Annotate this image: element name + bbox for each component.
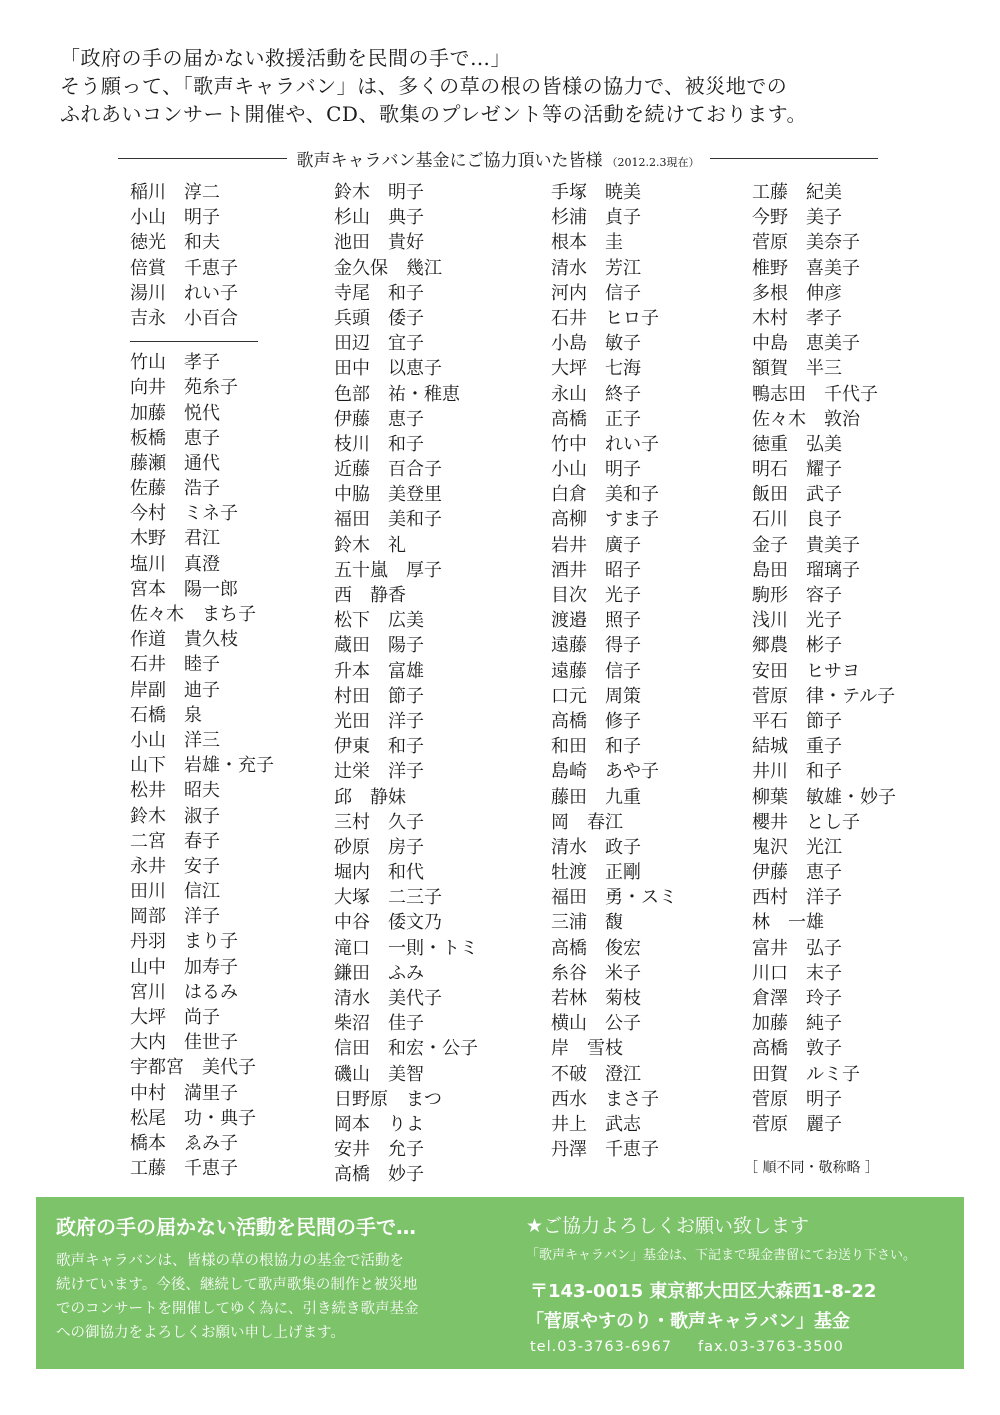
donor-name: 河内 信子 [551, 282, 641, 304]
donor-name: 池田 貴好 [334, 232, 424, 254]
donor-name: 柳葉 敏雄・妙子 [752, 786, 896, 808]
donor-name: 大坪 七海 [551, 358, 641, 380]
donor-name: 杉浦 貞子 [551, 207, 641, 229]
donor-name: 富井 弘子 [752, 937, 842, 959]
donor-name: 岸 雪枝 [551, 1038, 623, 1060]
donor-name: 和田 和子 [551, 736, 641, 758]
donor-name: 伊藤 恵子 [334, 408, 424, 430]
donor-name: 宮本 陽一郎 [130, 578, 238, 600]
donor-name: 加藤 悦代 [130, 402, 220, 424]
donor-name: 根本 圭 [551, 232, 623, 254]
footer-body-line: でのコンサートを開催してゆく為に、引き続き歌声基金 [56, 1301, 419, 1317]
donor-name: 小山 明子 [551, 459, 641, 481]
donor-name: 磯山 美智 [334, 1063, 424, 1085]
donor-name: 三浦 馥 [551, 912, 623, 934]
donor-name: 堀内 和代 [334, 862, 424, 884]
donor-name: 永井 安子 [130, 855, 220, 877]
donor-name: 辻栄 洋子 [334, 761, 424, 783]
donor-name: 倍賞 千恵子 [130, 257, 238, 279]
donor-name: 今村 ミネ子 [130, 503, 238, 525]
donor-name: 遠藤 得子 [551, 635, 641, 657]
donor-name: 清水 美代子 [334, 988, 442, 1009]
donor-name: 金子 貴美子 [752, 534, 860, 556]
name-column-3 [551, 180, 677, 1162]
donor-name: 石井 ヒロ子 [551, 307, 659, 329]
contact-line [530, 1339, 844, 1355]
donor-name: 岸副 迪子 [130, 679, 220, 701]
tel-number: tel.03-3763-6967 [530, 1339, 672, 1355]
donor-name: 工藤 千恵子 [130, 1158, 238, 1180]
donor-name: 西村 洋子 [752, 887, 842, 909]
name-column-1 [130, 180, 274, 1181]
donor-name: 飯田 武子 [752, 484, 842, 506]
donor-name: 藤田 九重 [551, 786, 641, 808]
intro-line: ふれあいコンサート開催や、CD、歌集のプレゼント等の活動を続けております。 [60, 102, 808, 126]
donor-name: 櫻井 とし子 [752, 811, 860, 833]
donor-name: 若林 菊枝 [551, 988, 641, 1009]
donor-name: 安井 允子 [334, 1139, 424, 1161]
donor-name: 湯川 れい子 [130, 282, 238, 304]
donor-name: 井上 武志 [551, 1113, 641, 1135]
donor-name: 不破 澄江 [551, 1063, 641, 1085]
donor-name: 大坪 尚子 [130, 1007, 220, 1028]
donor-name: 手塚 暁美 [551, 182, 641, 203]
donor-name: 藤瀬 通代 [130, 452, 220, 474]
donor-name: 駒形 容子 [752, 585, 842, 606]
footer-left-body [56, 1249, 516, 1345]
donor-name: 目次 光子 [551, 585, 641, 606]
donor-name: 鎌田 ふみ [334, 962, 424, 984]
donor-name: 平石 節子 [752, 710, 842, 732]
donor-name: 邱 静妹 [334, 786, 406, 808]
donor-name: 牡渡 正剛 [551, 862, 641, 884]
donor-name: 升本 富雄 [334, 660, 424, 682]
donor-name: 丹澤 千恵子 [551, 1139, 659, 1161]
donor-name: 日野原 まつ [334, 1088, 442, 1110]
donor-name: 菅原 律・テル子 [752, 685, 896, 707]
footer-right-heading: ★ご協力よろしくお願い致します [526, 1215, 810, 1237]
donor-name: 田中 以恵子 [334, 358, 442, 380]
intro-line: 「政府の手の届かない救援活動を民間の手で…」 [60, 46, 511, 70]
donor-name: 鈴木 明子 [334, 182, 424, 203]
donor-name: 吉永 小百合 [130, 307, 238, 329]
donor-name: 木野 君江 [130, 528, 220, 550]
donor-name: 倉澤 玲子 [752, 988, 842, 1009]
donor-name: 西 静香 [334, 585, 406, 606]
donor-name: 田川 信江 [130, 881, 220, 903]
donor-name: 鈴木 礼 [334, 534, 406, 556]
donor-name: 中島 恵美子 [752, 333, 860, 355]
donor-name: 多根 伸彦 [752, 282, 842, 304]
section-header [118, 146, 878, 170]
donor-name: 鈴木 淑子 [130, 805, 220, 827]
donor-name: 色部 祐・稚恵 [334, 383, 460, 405]
section-title [287, 146, 710, 171]
donor-name: 光田 洋子 [334, 710, 424, 732]
donor-name: 結城 重子 [752, 736, 842, 758]
footer-panel [36, 1197, 964, 1369]
donor-name: 今野 美子 [752, 207, 842, 229]
donor-name: 中谷 倭文乃 [334, 912, 442, 934]
donor-name: 杉山 典子 [334, 207, 424, 229]
name-column-4 [752, 180, 896, 1137]
donor-name: 加藤 純子 [752, 1013, 842, 1035]
intro-text [60, 44, 940, 128]
donor-name: 寺尾 和子 [334, 282, 424, 304]
donor-name: 高橋 修子 [551, 710, 641, 732]
donor-name: 鴨志田 千代子 [752, 383, 878, 405]
intro-line: そう願って、「歌声キャラバン」は、多くの草の根の皆様の協力で、被災地での [60, 74, 788, 98]
donor-name: 作道 貴久枝 [130, 629, 238, 651]
donor-name: 明石 耀子 [752, 459, 842, 481]
donor-name: 橋本 ゑみ子 [130, 1132, 238, 1154]
donor-name: 安田 ヒサヨ [752, 660, 860, 682]
donor-name: 柴沼 佳子 [334, 1013, 424, 1035]
donor-name: 福田 勇・スミ [551, 887, 677, 909]
donor-name: 五十嵐 厚子 [334, 559, 442, 581]
donor-name: 砂原 房子 [334, 836, 424, 858]
donor-name: 工藤 紀美 [752, 182, 842, 203]
donor-name: 鬼沢 光江 [752, 836, 842, 858]
donor-name: 竹中 れい子 [551, 433, 659, 455]
donor-name: 高橋 敦子 [752, 1038, 842, 1060]
donor-name: 菅原 麗子 [752, 1113, 842, 1135]
donor-name: 村田 節子 [334, 685, 424, 707]
donor-name: 郷農 彬子 [752, 635, 842, 657]
donor-name: 白倉 美和子 [551, 484, 659, 506]
donor-name: 山下 岩雄・充子 [130, 755, 274, 777]
donor-name: 井川 和子 [752, 761, 842, 783]
name-group-top [130, 180, 274, 331]
donor-name: 大塚 二三子 [334, 887, 442, 909]
name-column-2 [334, 180, 478, 1188]
donor-name: 佐々木 敦治 [752, 408, 860, 430]
donor-name: 岡部 洋子 [130, 906, 220, 928]
donor-name: 遠藤 信子 [551, 660, 641, 682]
donor-name: 岡本 りよ [334, 1113, 424, 1135]
donor-name: 浅川 光子 [752, 610, 842, 632]
column-divider [130, 341, 258, 342]
donor-name: 石橋 泉 [130, 704, 202, 726]
donor-name: 徳重 弘美 [752, 433, 842, 455]
donor-name: 糸谷 米子 [551, 962, 641, 984]
donor-name: 竹山 孝子 [130, 352, 220, 374]
donor-name: 近藤 百合子 [334, 459, 442, 481]
donor-name: 松井 昭夫 [130, 780, 220, 802]
donor-name: 小島 敏子 [551, 333, 641, 355]
donor-name: 高橋 妙子 [334, 1164, 424, 1186]
donor-name: 伊藤 恵子 [752, 862, 842, 884]
donor-name: 二宮 春子 [130, 830, 220, 852]
order-note: ［ 順不同・敬称略 ］ [744, 1160, 879, 1176]
footer-left-heading: 政府の手の届かない活動を民間の手で… [56, 1215, 416, 1239]
donor-name: 枝川 和子 [334, 433, 424, 455]
donor-name: 椎野 喜美子 [752, 257, 860, 279]
donor-name: 宮川 はるみ [130, 981, 238, 1003]
donor-name: 高橋 正子 [551, 408, 641, 430]
donor-name: 田辺 宜子 [334, 333, 424, 355]
section-date: （2012.2.3現在） [606, 155, 700, 169]
donor-name: 清水 芳江 [551, 257, 641, 279]
donor-name: 中村 満里子 [130, 1082, 238, 1104]
donor-name: 高柳 すま子 [551, 509, 659, 531]
donor-name: 松尾 功・典子 [130, 1107, 256, 1129]
donor-name: 田賀 ルミ子 [752, 1063, 860, 1085]
donor-name: 石井 睦子 [130, 654, 220, 676]
donor-name: 西水 まさ子 [551, 1088, 659, 1110]
postal-address: 〒143-0015 東京都大田区大森西1-8-22 [530, 1281, 877, 1302]
name-group-bottom [130, 350, 274, 1181]
donor-name: 宇都宮 美代子 [130, 1057, 256, 1079]
donor-name: 稲川 淳二 [130, 182, 220, 203]
fund-name: 「菅原やすのり・歌声キャラバン」基金 [526, 1311, 850, 1332]
donor-name: 佐藤 浩子 [130, 478, 220, 500]
donor-name: 小山 洋三 [130, 729, 220, 751]
donor-name: 額賀 半三 [752, 358, 842, 380]
footer-right-note: 「歌声キャラバン」基金は、下記まで現金書留にてお送り下さい。 [526, 1248, 917, 1263]
donor-name: 川口 末子 [752, 962, 842, 984]
donor-name: 向井 苑糸子 [130, 377, 238, 399]
footer-body-line: 歌声キャラバンは、皆様の草の根協力の基金で活動を [56, 1253, 404, 1269]
donor-name: 大内 佳世子 [130, 1032, 238, 1054]
donor-name: 伊東 和子 [334, 736, 424, 758]
donor-name: 山中 加寿子 [130, 956, 238, 978]
donor-name: 塩川 真澄 [130, 553, 220, 575]
donor-name: 兵頭 倭子 [334, 307, 424, 329]
donor-name: 徳光 和夫 [130, 232, 220, 254]
donor-name: 岩井 廣子 [551, 534, 641, 556]
donor-name: 丹羽 まり子 [130, 931, 238, 953]
donor-name: 木村 孝子 [752, 307, 842, 329]
donor-name: 佐々木 まち子 [130, 604, 256, 625]
donor-name: 酒井 昭子 [551, 559, 641, 581]
donor-name: 菅原 明子 [752, 1088, 842, 1110]
donor-name: 清水 政子 [551, 836, 641, 858]
footer-body-line: への御協力をよろしくお願い申し上げます。 [56, 1325, 345, 1341]
donor-name: 島崎 あや子 [551, 761, 659, 783]
donor-name: 小山 明子 [130, 207, 220, 229]
donor-name: 福田 美和子 [334, 509, 442, 531]
fax-number: fax.03-3763-3500 [697, 1339, 844, 1355]
donor-name: 島田 瑠璃子 [752, 559, 860, 581]
donor-name: 板橋 恵子 [130, 427, 220, 449]
donor-name: 中脇 美登里 [334, 484, 442, 506]
donor-name: 菅原 美奈子 [752, 232, 860, 254]
donor-name: 横山 公子 [551, 1013, 641, 1035]
donor-name: 信田 和宏・公子 [334, 1038, 478, 1060]
donor-name: 林 一雄 [752, 912, 824, 934]
donor-name: 金久保 幾江 [334, 257, 442, 279]
donor-name: 蔵田 陽子 [334, 635, 424, 657]
donor-name: 高橋 俊宏 [551, 937, 641, 959]
donor-name: 永山 終子 [551, 383, 641, 405]
header-rule-left [118, 158, 287, 159]
donor-name: 岡 春江 [551, 811, 623, 833]
donor-name: 口元 周策 [551, 685, 641, 707]
donor-name: 滝口 一則・トミ [334, 937, 478, 959]
header-rule-right [710, 158, 879, 159]
donor-name: 渡邉 照子 [551, 610, 641, 632]
footer-body-line: 続けています。今後、継続して歌声歌集の制作と被災地 [56, 1277, 418, 1293]
donor-name: 三村 久子 [334, 811, 424, 833]
donor-name: 松下 広美 [334, 610, 424, 632]
donor-name: 石川 良子 [752, 509, 842, 531]
section-title-text: 歌声キャラバン基金にご協力頂いた皆様 [296, 150, 603, 171]
